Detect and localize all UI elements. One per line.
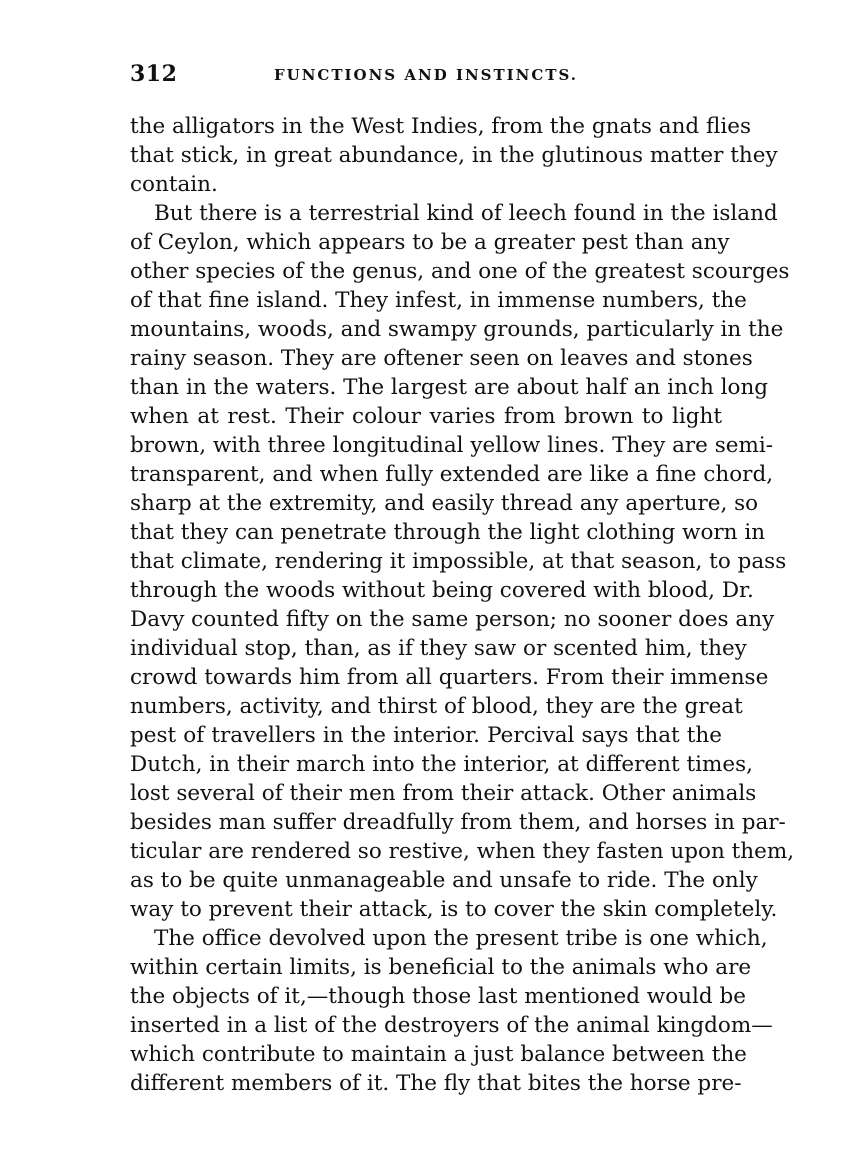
text-line: of Ceylon, which appears to be a greater pest than any <box>130 230 730 255</box>
text-line: as to be quite unmanageable and unsafe to ride. The only <box>130 868 758 893</box>
text-line: rainy season. They are oftener seen on leaves and stones <box>130 346 753 371</box>
text-line: of that fine island. They infest, in immense numbers, the <box>130 288 747 313</box>
text-line: But there is a terrestrial kind of leech found in the island <box>154 201 778 226</box>
text-line: which contribute to maintain a just balance between the <box>130 1042 747 1067</box>
text-line: within certain limits, is beneficial to the animals who are <box>130 955 752 980</box>
text-line: Davy counted fifty on the same person; no sooner does any <box>130 607 775 632</box>
text-line: sharp at the extremity, and easily thread any aperture, so <box>130 491 759 516</box>
body-text <box>130 112 795 1098</box>
text-line: through the woods without being covered with blood, Dr. <box>130 578 754 603</box>
text-line: Dutch, in their march into the interior, at different times, <box>130 752 753 777</box>
text-line: that they can penetrate through the light clothing worn in <box>130 520 766 545</box>
page-number: 312 <box>130 61 178 87</box>
text-line: numbers, activity, and thirst of blood, they are the great <box>130 694 743 719</box>
running-title: FUNCTIONS AND INSTINCTS. <box>273 66 579 84</box>
text-line: than in the waters. The largest are about half an inch long <box>130 375 769 400</box>
paragraph <box>130 199 795 924</box>
text-line: brown, with three longitudinal yellow lines. They are semi- <box>130 433 774 458</box>
text-line: mountains, woods, and swampy grounds, particularly in the <box>130 317 784 342</box>
text-line: inserted in a list of the destroyers of the animal kingdom— <box>130 1013 773 1038</box>
paragraph <box>130 924 773 1098</box>
text-line: transparent, and when fully extended are like a fine chord, <box>130 462 774 487</box>
running-head <box>130 62 722 86</box>
text-line: pest of travellers in the interior. Percival says that the <box>130 723 722 748</box>
text-line: contain. <box>130 172 218 197</box>
text-line: when at rest. Their colour varies from brown to light <box>130 404 722 429</box>
text-line: way to prevent their attack, is to cover the skin completely. <box>130 897 778 922</box>
text-line: The office devolved upon the present tribe is one which, <box>154 926 768 951</box>
text-line: the alligators in the West Indies, from the gnats and flies <box>130 114 752 139</box>
text-line: ticular are rendered so restive, when they fasten upon them, <box>130 839 795 864</box>
text-line: individual stop, than, as if they saw or scented him, they <box>130 636 747 661</box>
text-line: different members of it. The fly that bites the horse pre- <box>130 1071 742 1096</box>
text-line: besides man suffer dreadfully from them, and horses in par- <box>130 810 786 835</box>
text-line: crowd towards him from all quarters. From their immense <box>130 665 769 690</box>
text-line: the objects of it,—though those last mentioned would be <box>130 984 746 1009</box>
text-line: that stick, in great abundance, in the glutinous matter they <box>130 143 778 168</box>
text-line: lost several of their men from their attack. Other animals <box>130 781 757 806</box>
text-line: other species of the genus, and one of the greatest scourges <box>130 259 790 284</box>
text-line: that climate, rendering it impossible, at that season, to pass <box>130 549 787 574</box>
paragraph <box>130 112 778 199</box>
